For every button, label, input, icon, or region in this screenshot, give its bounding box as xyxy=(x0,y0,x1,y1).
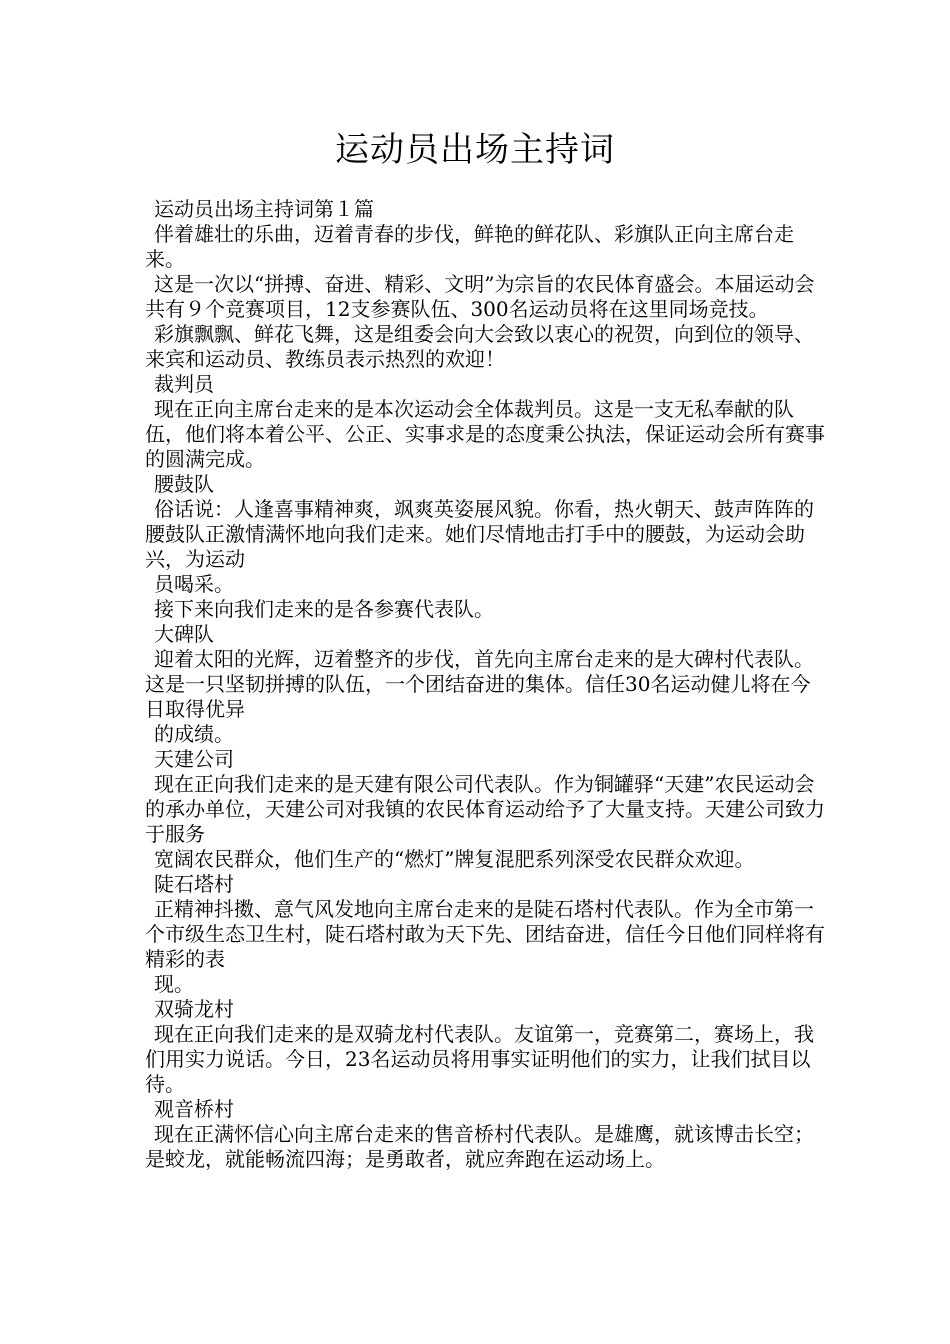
paragraph: 的成绩。 xyxy=(154,722,234,746)
paragraph: 现在正向主席台走来的是本次运动会全体裁判员。这是一支无私奉献的队伍，他们将本着公平、公正、实事求是的态度秉公执法，保证运动会所有赛事的圆满完成。 xyxy=(145,397,825,471)
section-heading: 腰鼓队 xyxy=(154,472,214,496)
document-body xyxy=(145,197,825,1172)
paragraph: 正精神抖擞、意气风发地向主席台走来的是陡石塔村代表队。作为全市第一个市级生态卫生村，陡石塔村敢为天下先、团结奋进，信任今日他们同样将有精彩的表 xyxy=(145,897,825,971)
paragraph: 这是一次以“拼搏、奋进、精彩、文明”为宗旨的农民体育盛会。本届运动会共有９个竞赛项目，12支参赛队伍、300名运动员将在这里同场竞技。 xyxy=(145,272,815,321)
paragraph: 现在正满怀信心向主席台走来的售音桥村代表队。是雄鹰，就该博击长空；是蛟龙，就能畅流四海；是勇敢者，就应奔跑在运动场上。 xyxy=(145,1122,814,1171)
paragraph: 接下来向我们走来的是各参赛代表队。 xyxy=(154,597,494,621)
section-heading: 裁判员 xyxy=(154,372,214,396)
paragraph: 员喝采。 xyxy=(154,572,234,596)
paragraph: 现。 xyxy=(154,972,194,996)
paragraph: 宽阔农民群众，他们生产的“燃灯”牌复混肥系列深受农民群众欢迎。 xyxy=(154,847,755,871)
section-heading: 陡石塔村 xyxy=(154,872,234,896)
paragraph: 俗话说：人逢喜事精神爽，飒爽英姿展风貌。你看，热火朝天、鼓声阵阵的腰鼓队正激情满怀地向我们走来。她们尽情地击打手中的腰鼓，为运动会助兴，为运动 xyxy=(145,497,814,571)
paragraph: 现在正向我们走来的是天建有限公司代表队。作为铜罐驿“天建”农民运动会的承办单位，天建公司对我镇的农民体育运动给予了大量支持。天建公司致力于服务 xyxy=(145,772,825,846)
paragraph: 现在正向我们走来的是双骑龙村代表队。友谊第一，竞赛第二，赛场上，我们用实力说话。今日，23名运动员将用事实证明他们的实力，让我们拭目以待。 xyxy=(145,1022,814,1096)
paragraph: 迎着太阳的光辉，迈着整齐的步伐，首先向主席台走来的是大碑村代表队。这是一只坚韧拼搏的队伍，一个团结奋进的集体。信任30名运动健儿将在今日取得优异 xyxy=(145,647,814,721)
section-heading: 运动员出场主持词第１篇 xyxy=(154,197,374,221)
section-heading: 观音桥村 xyxy=(154,1097,234,1121)
section-heading: 天建公司 xyxy=(154,747,234,771)
document-title: 运动员出场主持词 xyxy=(335,130,615,170)
section-heading: 双骑龙村 xyxy=(154,997,234,1021)
paragraph: 伴着雄壮的乐曲，迈着青春的步伐，鲜艳的鲜花队、彩旗队正向主席台走来。 xyxy=(145,222,794,271)
paragraph: 彩旗飘飘、鲜花飞舞，这是组委会向大会致以衷心的祝贺，向到位的领导、来宾和运动员、教练员表示热烈的欢迎！ xyxy=(145,322,814,371)
section-heading: 大碑队 xyxy=(154,622,214,646)
